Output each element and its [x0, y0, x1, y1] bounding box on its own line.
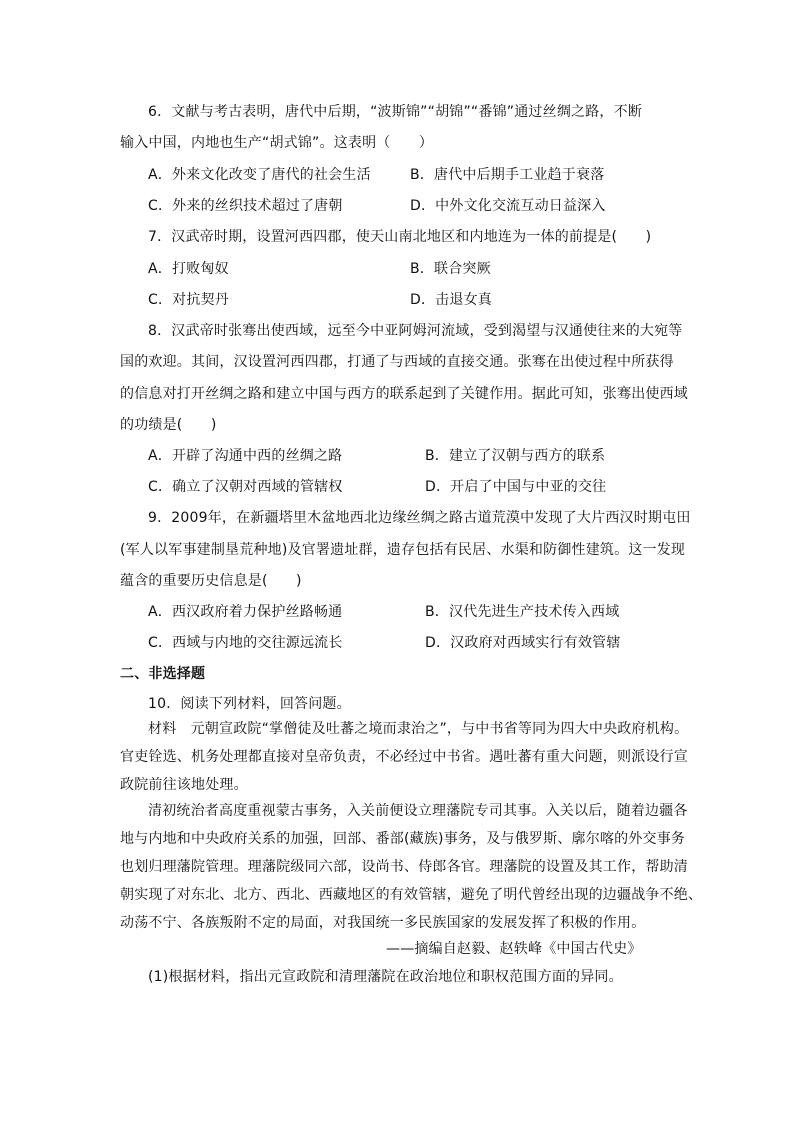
q10-material-line-8: 动荡不宁、各族叛附不定的局面，对我国统一多民族国家的发展发挥了积极的作用。: [120, 915, 646, 931]
q9-option-d: D．汉政府对西域实行有效管辖: [425, 635, 621, 651]
q10-material-line-7: 朝实现了对东北、北方、西北、西藏地区的有效管辖，避免了明代曾经出现的边疆战争不绝、: [120, 887, 703, 903]
q7-option-b: B．联合突厥: [410, 261, 491, 277]
q8-option-b: B．建立了汉朝与西方的联系: [425, 448, 606, 464]
q8-stem-line-4: 的功绩是( ): [120, 417, 217, 433]
q10-sub-question-1: (1)根据材料，指出元宣政院和清理藩院在政治地位和职权范围方面的异同。: [148, 969, 623, 985]
q6-option-b: B．唐代中后期手工业趋于衰落: [410, 167, 605, 183]
q10-material-line-3: 政院前往该地处理。: [120, 777, 248, 793]
q10-material-line-6: 也划归理藩院管理。理藩院级同六部，设尚书、侍郎各官。理藩院的设置及其工作，帮助清: [120, 859, 688, 875]
q9-stem-line-3: 蕴含的重要历史信息是( ): [120, 573, 302, 589]
q10-material-line-4: 清初统治者高度重视蒙古事务，入关前便设立理藩院专司其事。入关以后，随着边疆各: [148, 803, 688, 819]
q6-stem-line-1: 6．文献与考古表明，唐代中后期，“波斯锦”“胡锦”“番锦”通过丝绸之路，不断: [148, 104, 643, 120]
q9-option-c: C．西域与内地的交往源远流长: [148, 635, 343, 651]
q8-stem-line-1: 8．汉武帝时张骞出使西域，远至今中亚阿姆河流域，受到渴望与汉通使往来的大宛等: [148, 323, 683, 339]
q9-stem-line-1: 9．2009年，在新疆塔里木盆地西北边缘丝绸之路古道荒漠中发现了大片西汉时期屯田: [148, 510, 691, 526]
q6-stem-line-2: 输入中国，内地也生产“胡式锦”。这表明（ ）: [120, 135, 434, 151]
q8-option-c: C．确立了汉朝对西域的管辖权: [148, 479, 343, 495]
q8-option-d: D．开启了中国与中亚的交往: [425, 479, 607, 495]
q9-option-a: A．西汉政府着力保护丝路畅通: [148, 604, 343, 620]
q8-stem-line-2: 国的欢迎。其间，汉设置河西四郡，打通了与西域的直接交通。张骞在出使过程中所获得: [120, 354, 674, 370]
q7-option-d: D．击退女真: [410, 292, 492, 308]
q9-option-b: B．汉代先进生产技术传入西域: [425, 604, 620, 620]
q6-option-d: D．中外文化交流互动日益深入: [410, 198, 606, 214]
q8-stem-line-3: 的信息对打开丝绸之路和建立中国与西方的联系起到了关键作用。据此可知，张骞出使西域: [120, 386, 688, 402]
section-heading: 二、非选择题: [120, 666, 206, 682]
q10-source-citation: ——摘编自赵毅、赵轶峰《中国古代史》: [386, 941, 642, 957]
q10-material-line-5: 地与内地和中央政府关系的加强，回部、番部(藏族)事务，及与俄罗斯、廓尔喀的外交事务: [120, 831, 686, 847]
q10-material-line-1: 材料 元朝宣政院“掌僧徒及吐蕃之境而隶治之”，与中书省等同为四大中央政府机构。: [148, 721, 689, 737]
q10-material-line-2: 官吏铨选、机务处理都直接对皇帝负责，不必经过中书省。遇吐蕃有重大问题，则派设行宣: [120, 749, 688, 765]
q7-option-a: A．打败匈奴: [148, 261, 229, 277]
q7-option-c: C．对抗契丹: [148, 292, 229, 308]
q6-option-c: C．外来的丝织技术超过了唐朝: [148, 198, 343, 214]
q6-option-a: A．外来文化改变了唐代的社会生活: [148, 167, 371, 183]
q8-option-a: A．开辟了沟通中西的丝绸之路: [148, 448, 343, 464]
q9-stem-line-2: (军人以军事建制垦荒种地)及官署遗址群，遗存包括有民居、水渠和防御性建筑。这一发现: [120, 542, 686, 558]
q7-stem-line-1: 7．汉武帝时期，设置河西四郡，使天山南北地区和内地连为一体的前提是( ): [148, 229, 652, 245]
q10-stem: 10．阅读下列材料，回答问题。: [148, 696, 351, 712]
